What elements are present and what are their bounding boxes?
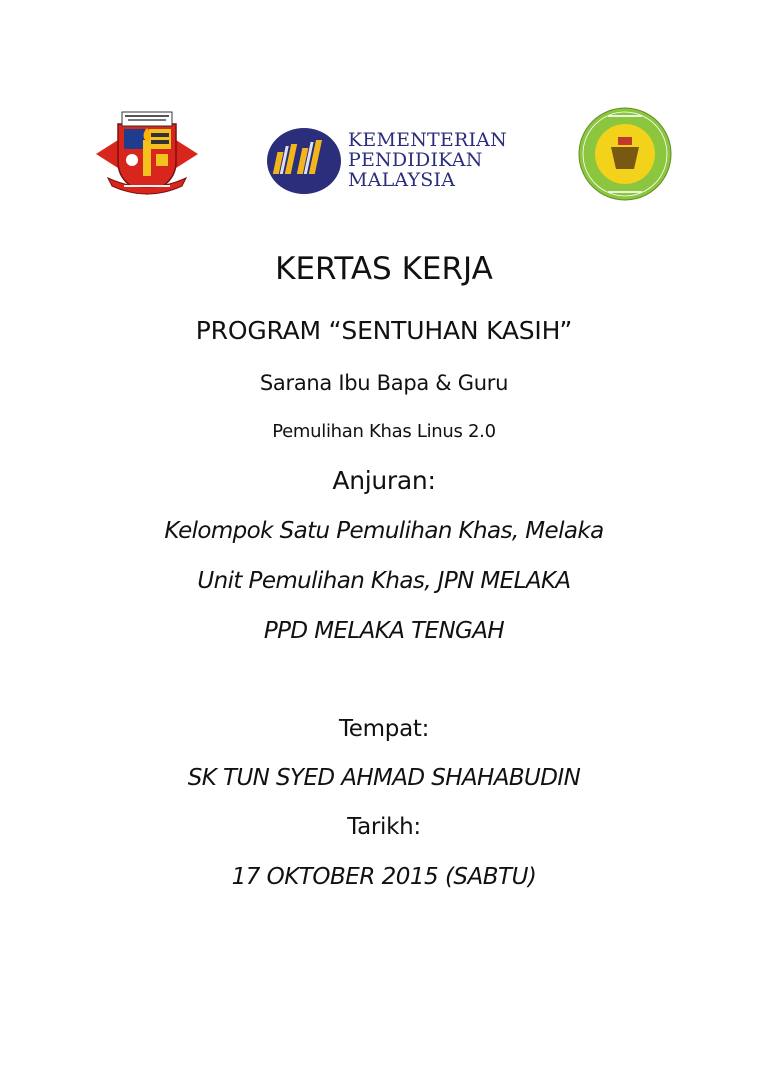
kpm-logo (266, 126, 506, 198)
kpm-wordmark (348, 130, 508, 190)
date-value: 17 OKTOBER 2015 (SABTU) (231, 864, 537, 890)
venue-label: Tempat: (338, 716, 430, 742)
jpn-logo (578, 107, 672, 201)
organizer-line-1: Kelompok Satu Pemulihan Khas, Melaka (164, 518, 604, 544)
organizer-line-2: Unit Pemulihan Khas, JPN MELAKA (197, 568, 571, 594)
venue-value: SK TUN SYED AHMAD SHAHABUDIN (187, 765, 581, 791)
kpm-line3: MALAYSIA (348, 169, 456, 191)
document-subtitle: Sarana Ibu Bapa & Guru (259, 371, 509, 395)
organizer-line-3: PPD MELAKA TENGAH (263, 618, 505, 644)
kpm-line1: KEMENTERIAN (348, 129, 507, 151)
school-crest-logo (94, 106, 200, 198)
document-title: KERTAS KERJA (275, 251, 493, 287)
kpm-line2: PENDIDIKAN (348, 149, 483, 171)
document-subsubtitle: Pemulihan Khas Linus 2.0 (272, 421, 496, 442)
date-label: Tarikh: (347, 814, 421, 840)
organizer-label: Anjuran: (332, 466, 436, 495)
program-name: PROGRAM “SENTUHAN KASIH” (195, 316, 573, 345)
